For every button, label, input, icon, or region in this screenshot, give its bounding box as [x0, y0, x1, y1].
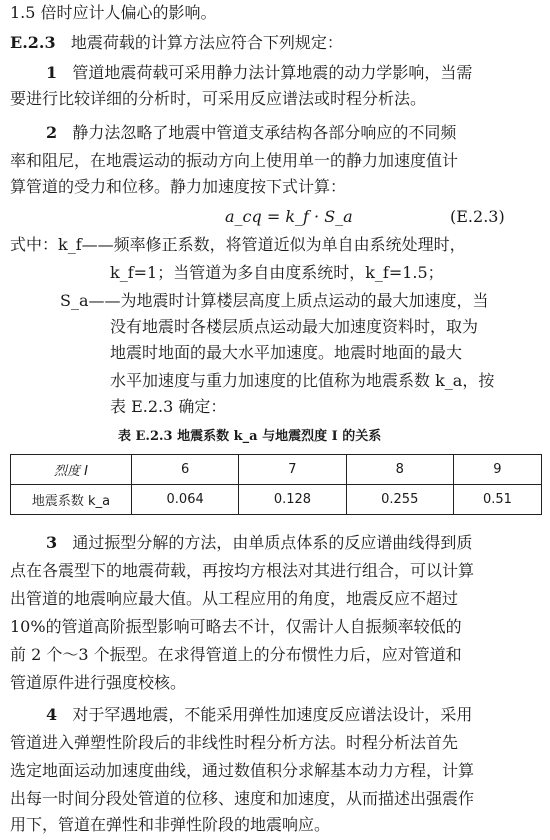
text-line: 点在各震型下的地震荷载，再按均方根法对其进行组合，可以计算	[10, 561, 475, 580]
text-line: 算管道的受力和位移。静力加速度按下式计算：	[10, 177, 347, 196]
table-cell: 7	[239, 455, 346, 485]
paragraph-2-line	[46, 122, 456, 144]
text-span: 静力法忽略了地震中管道支承结构各部分响应的不同频	[72, 123, 457, 142]
where-sa-line: 表 E.2.3 确定：	[110, 397, 227, 416]
where-sa-line: 水平加速度与重力加速度的比值称为地震系数 k_a，按	[110, 371, 495, 390]
text-line: 前 2 个～3 个振型。在求得管道上的分布惯性力后，应对管道和	[10, 645, 462, 664]
table-row	[11, 455, 542, 485]
seismic-coefficient-table	[10, 454, 542, 515]
where-sa-line: S_a——为地震时计算楼层高度上质点运动的最大加速度，当	[60, 291, 489, 310]
text-line: 出每一时间分段处管道的位移、速度和加速度，从而描述出强震作	[10, 789, 475, 808]
paragraph-1-line	[46, 62, 472, 84]
text-line: 率和阻尼，在地震运动的振动方向上使用单一的静力加速度值计	[10, 151, 459, 170]
table-caption: 表 E.2.3 地震系数 k_a 与地震烈度 I 的关系	[118, 429, 382, 444]
where-sa-line: 地震时地面的最大水平加速度。地震时地面的最大	[110, 343, 463, 362]
text-line: 选定地面运动加速度曲线，通过数值积分求解基本动力方程，计算	[10, 761, 475, 780]
where-sa-line: 没有地震时各楼层质点运动最大加速度资料时，取为	[110, 317, 479, 336]
paragraph-3-line	[46, 532, 472, 554]
text-line: 要进行比较详细的分析时，可采用反应谱法或时程分析法。	[10, 89, 427, 108]
where-kf-line: k_f=1；当管道为多自由度系统时，k_f=1.5；	[110, 263, 444, 282]
text-line: 1.5 倍时应计人偏心的影响。	[10, 3, 217, 22]
text-line: 管道进入弹塑性阶段后的非线性时程分析方法。时程分析法首先	[10, 733, 459, 752]
paragraph-4-line	[46, 704, 472, 726]
formula-number: (E.2.3)	[450, 207, 505, 226]
table-cell: 地震系数 k_a	[11, 485, 132, 515]
text-line: 10%的管道高阶振型影响可略去不计，仅需计人自振频率较低的	[10, 617, 462, 636]
text-line: 出管道的地震响应最大值。从工程应用的角度，地震反应不超过	[10, 589, 459, 608]
table-cell: 8	[346, 455, 453, 485]
table-row	[11, 485, 542, 515]
section-heading	[10, 32, 343, 54]
text-span: 通过振型分解的方法，由单质点体系的反应谱曲线得到质	[72, 533, 473, 552]
item-number: 2	[46, 123, 58, 142]
text-span: 对于罕遇地震，不能采用弹性加速度反应谱法设计，采用	[72, 705, 473, 724]
section-number: E.2.3	[10, 33, 56, 52]
table-cell: 9	[453, 455, 541, 485]
formula: a_cq = k_f · S_a	[225, 207, 353, 226]
table-cell: 0.51	[453, 485, 541, 515]
table-cell: 6	[132, 455, 239, 485]
where-kf-line: 式中：k_f——频率修正系数，将管道近似为单自由系统处理时，	[10, 235, 466, 254]
item-number: 1	[46, 63, 58, 82]
table-cell: 0.255	[346, 485, 453, 515]
text-line: 管道原件进行强度校核。	[10, 673, 187, 692]
item-number: 3	[46, 533, 58, 552]
section-title: 地震荷载的计算方法应符合下列规定：	[70, 33, 343, 52]
text-line: 用下，管道在弹性和非弹性阶段的地震响应。	[10, 815, 331, 834]
text-span: 管道地震荷载可采用静力法计算地震的动力学影响，当需	[72, 63, 473, 82]
table-cell: 0.128	[239, 485, 346, 515]
table-cell: 烈度 I	[11, 455, 132, 485]
table-cell: 0.064	[132, 485, 239, 515]
item-number: 4	[46, 705, 58, 724]
